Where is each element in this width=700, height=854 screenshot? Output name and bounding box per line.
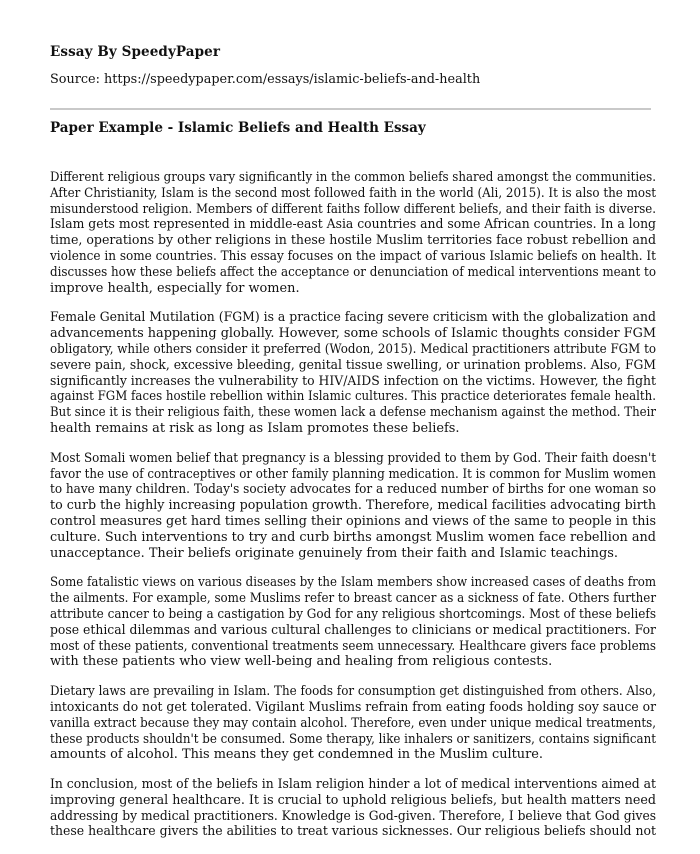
paragraph bbox=[50, 310, 662, 436]
text-line: to have many children. Today's society advocates for a reduced number of births for one woman so bbox=[50, 482, 656, 498]
paragraph bbox=[50, 777, 662, 840]
paragraph bbox=[50, 170, 662, 296]
text-line: to curb the highly increasing population growth. Therefore, medical facilities advocating birth bbox=[50, 498, 656, 514]
text-line: In conclusion, most of the beliefs in Islam religion hinder a lot of medical interventions aimed at bbox=[50, 777, 656, 793]
paper-title: Paper Example - Islamic Beliefs and Health Essay bbox=[50, 120, 426, 136]
text-line: severe pain, shock, excessive bleeding, genital tissue swelling, or urination problems. Also, FGM bbox=[50, 357, 656, 373]
text-line: pose ethical dilemmas and various cultural challenges to clinicians or medical practitioners. For bbox=[50, 622, 656, 638]
text-line: Most Somali women belief that pregnancy is a blessing provided to them by God. Their faith doesn't bbox=[50, 450, 656, 466]
text-line: unacceptance. Their beliefs originate genuinely from their faith and Islamic teachings. bbox=[50, 545, 618, 561]
text-line: improving general healthcare. It is crucial to uphold religious beliefs, but health matters need bbox=[50, 792, 656, 808]
text-line: health remains at risk as long as Islam promotes these beliefs. bbox=[50, 420, 460, 436]
text-line: culture. Such interventions to try and curb births amongst Muslim women face rebellion and bbox=[50, 529, 656, 545]
text-line: against FGM faces hostile rebellion within Islamic cultures. This practice deteriorates female health. bbox=[50, 389, 656, 405]
divider-rule bbox=[50, 108, 651, 110]
text-line: amounts of alcohol. This means they get condemned in the Muslim culture. bbox=[50, 747, 543, 763]
text-line: improve health, especially for women. bbox=[50, 280, 300, 296]
text-line: addressing by medical practitioners. Knowledge is God-given. Therefore, I believe that God gives bbox=[50, 808, 656, 824]
essay-body bbox=[50, 170, 662, 854]
paragraph bbox=[50, 684, 662, 763]
text-line: attribute cancer to being a castigation by God for any religious shortcomings. Most of these beliefs bbox=[50, 606, 656, 622]
text-line: with these patients who view well-being and healing from religious contests. bbox=[50, 654, 553, 670]
text-line: time, operations by other religions in these hostile Muslim territories face robust rebellion and bbox=[50, 233, 656, 249]
text-line: Dietary laws are prevailing in Islam. The foods for consumption get distinguished from others. Also, bbox=[50, 684, 656, 700]
text-line: discusses how these beliefs affect the acceptance or denunciation of medical interventions meant to bbox=[50, 264, 656, 280]
text-line: misunderstood religion. Members of different faiths follow different beliefs, and their faith is diverse. bbox=[50, 201, 656, 217]
text-line: the ailments. For example, some Muslims refer to breast cancer as a sickness of fate. Others further bbox=[50, 591, 656, 607]
text-line: After Christianity, Islam is the second most followed faith in the world (Ali, 2015). It is also the most bbox=[50, 185, 656, 201]
text-line: intoxicants do not get tolerated. Vigilant Muslims refrain from eating foods holding soy sauce or bbox=[50, 699, 656, 715]
text-line: But since it is their religious faith, these women lack a defense mechanism against the method. Their bbox=[50, 405, 656, 421]
text-line: control measures get hard times selling their opinions and views of the same to people in this bbox=[50, 513, 656, 529]
text-line: most of these patients, conventional treatments seem unnecessary. Healthcare givers face problems bbox=[50, 638, 656, 654]
text-line: Different religious groups vary significantly in the common beliefs shared amongst the communities. bbox=[50, 170, 656, 185]
text-line: significantly increases the vulnerability to HIV/AIDS infection on the victims. However, the fight bbox=[50, 373, 656, 389]
source-line: Source: https://speedypaper.com/essays/islamic-beliefs-and-health bbox=[50, 72, 481, 87]
text-line: Some fatalistic views on various diseases by the Islam members show increased cases of deaths from bbox=[50, 575, 656, 591]
text-line: Female Genital Mutilation (FGM) is a practice facing severe criticism with the globalization and bbox=[50, 310, 656, 326]
text-line: advancements happening globally. However, some schools of Islamic thoughts consider FGM bbox=[50, 326, 656, 342]
text-line: obligatory, while others consider it preferred (Wodon, 2015). Medical practitioners attribute FGM to bbox=[50, 341, 656, 357]
paragraph bbox=[50, 451, 662, 562]
text-line: Islam gets most represented in middle-east Asia countries and some African countries. In a long bbox=[50, 217, 656, 233]
text-line: these healthcare givers the abilities to treat various sicknesses. Our religious beliefs should not bbox=[50, 824, 656, 840]
paragraph bbox=[50, 575, 662, 670]
text-line: favor the use of contraceptives or other family planning medication. It is common for Muslim women bbox=[50, 466, 656, 482]
text-line: violence in some countries. This essay focuses on the impact of various Islamic beliefs on health. It bbox=[50, 248, 656, 264]
text-line: vanilla extract because they may contain alcohol. Therefore, even under unique medical treatments, bbox=[50, 715, 656, 731]
essay-by-heading: Essay By SpeedyPaper bbox=[50, 44, 221, 60]
text-line: these products shouldn't be consumed. Some therapy, like inhalers or sanitizers, contains significant bbox=[50, 731, 656, 747]
